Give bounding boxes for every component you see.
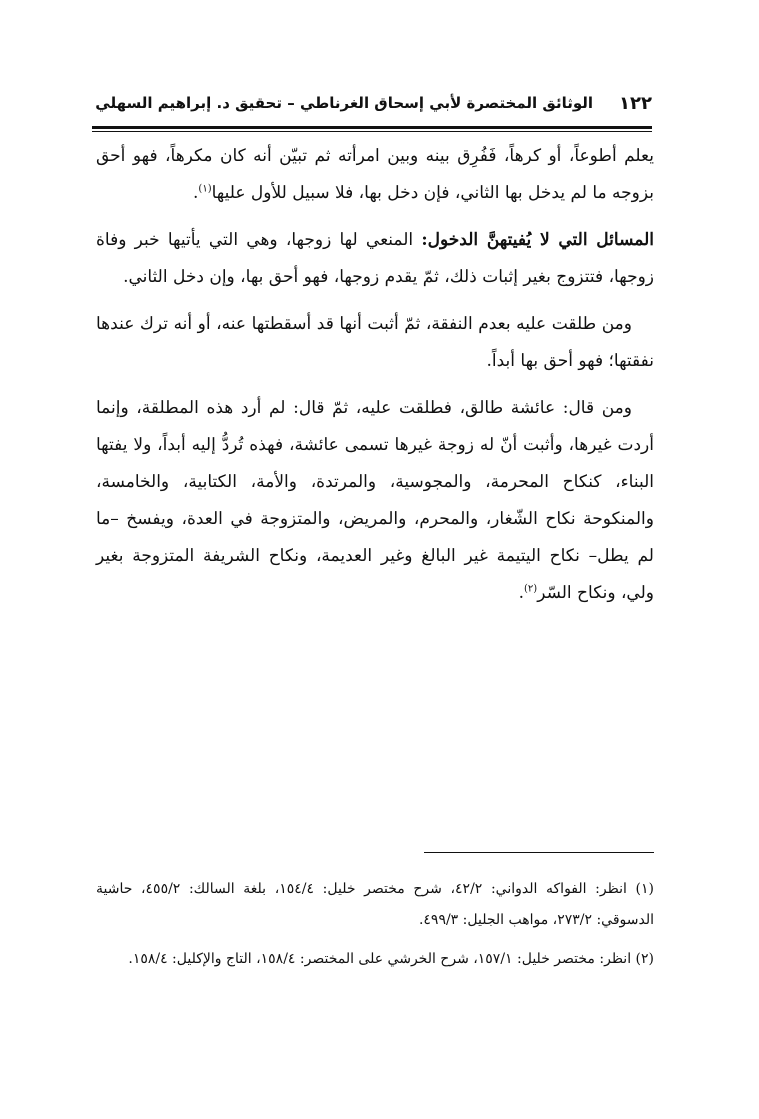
paragraph-1-text: يعلم أطوعاً، أو كرهاً، فَفُرِق بينه وبين امرأته ثم تبيّن أنه كان مكرهاً، فهو أحق بزوجه ما لم يدخل بها الثاني، فإن دخل بها، فلا سبيل للأول عليها (96, 146, 654, 203)
page-number: ١٢٢ (619, 92, 652, 114)
header-title: الوثائق المختصرة لأبي إسحاق الغرناطي – تحقيق د. إبراهيم السهلي (95, 94, 594, 112)
paragraph-3-text: ومن طلقت عليه بعدم النفقة، ثمّ أثبت أنها قد أسقطتها عنه، أو أنه ترك عندها نفقتها؛ فهو أحق بها أبداً. (96, 314, 654, 371)
footnote-ref-1: (١) (198, 183, 212, 195)
footnote-ref-2: (٢) (524, 583, 538, 595)
paragraph-2 (96, 222, 654, 296)
header-rule-thin (92, 131, 652, 132)
paragraph-4: ومن قال: عائشة طالق، فطلقت عليه، ثمّ قال: لم أرد هذه المطلقة، وإنما أردت غيرها، وأثبت أنّ له زوجة غيرها تسمى عائشة، فهذه تُردُّ إليه أبداً، ولا يفتها البناء، كنكاح المحرمة، والمجوسية، والمرتدة، والأمة، الكتابية، والخامسة، والمنكوحة نكاح الشّغار، والمحرم، والمريض، والمتزوجة في العدة، ويفسخ –ما لم يطل– نكاح اليتيمة غير البالغ وغير العديمة، ونكاح الشريفة المتزوجة بغير ولي، ونكاح السّر$^{(٢)}$. (96, 398, 654, 603)
footnote-1: (١) انظر: الفواكه الدواني: ٤٢/٢، شرح مختصر خليل: ١٥٤/٤، بلغة السالك: ٤٥٥/٢، حاشية الدسوقي: ٢٧٣/٢، مواهب الجليل: ٤٩٩/٣. (96, 881, 654, 928)
header-rule-thick (92, 126, 652, 129)
section-lead: المسائل التي لا يُفيتهنَّ الدخول: (421, 230, 654, 250)
footnote-2: (٢) انظر: مختصر خليل: ١٥٧/١، شرح الخرشي على المختصر: ١٥٨/٤، التاج والإكليل: ١٥٨/٤. (128, 951, 654, 967)
paragraph-4-text: ومن قال: عائشة طالق، فطلقت عليه، ثمّ قال: لم أرد هذه المطلقة، وإنما أردت غيرها، وأثبت أنّ له زوجة غيرها تسمى عائشة، فهذه تُردُّ إليه أبداً، ولا يفتها البناء، كنكاح المحرمة، والمجوسية، والمرتدة، والأمة، الكتابية، والخامسة، والمنكوحة نكاح الشّغار، والمحرم، والمريض، والمتزوجة في العدة، ويفسخ –ما لم يطل– نكاح اليتيمة غير البالغ وغير العديمة، ونكاح الشريفة المتزوجة بغير ولي، ونكاح السّر (96, 398, 654, 603)
main-text (96, 138, 654, 622)
running-header (92, 86, 652, 120)
footnotes (96, 874, 654, 983)
paragraph-3 (96, 306, 654, 380)
paragraph-2-text: المنعي لها زوجها، وهي التي يأتيها خبر وفاة زوجها، فتتزوج بغير إثبات ذلك، ثمّ يقدم زوجها، فهو أحق بها، وإن دخل الثاني. (96, 230, 654, 287)
paragraph-1: يعلم أطوعاً، أو كرهاً، فَفُرِق بينه وبين امرأته ثم تبيّن أنه كان مكرهاً، فهو أحق بزوجه ما لم يدخل بها الثاني، فإن دخل بها، فلا سبيل للأول عليها$^{(١)}$. (96, 146, 654, 203)
footnote-separator (424, 852, 654, 853)
